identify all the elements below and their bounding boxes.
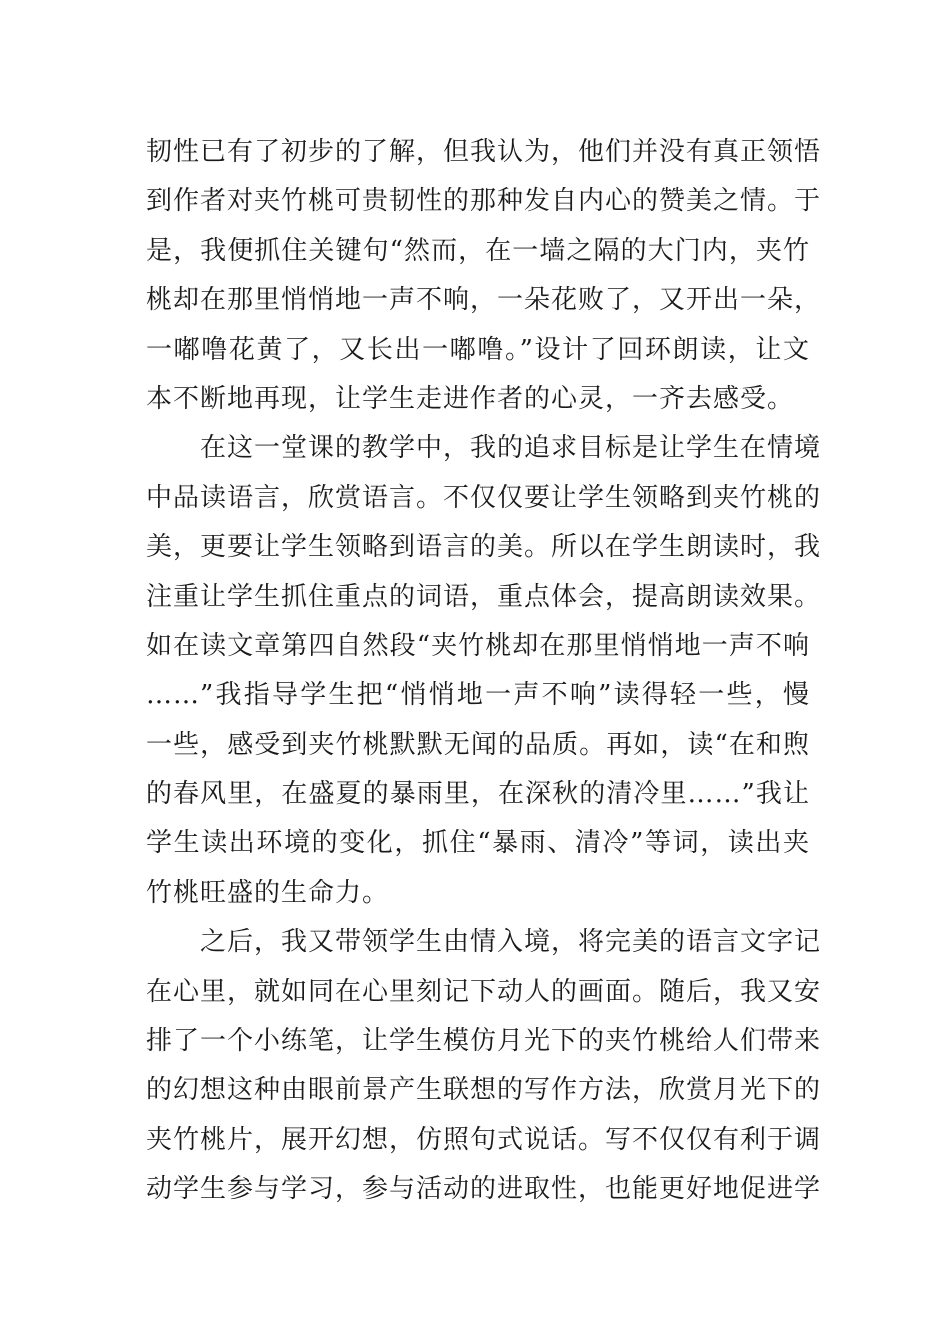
text-line: 学生读出环境的变化，抓住“暴雨、清冷”等词，读出夹 [146,828,810,859]
text-line: 动学生参与学习，参与活动的进取性，也能更好地促进学 [146,1174,822,1205]
text-line: 夹竹桃片，展开幻想，仿照句式说话。写不仅仅有利于调 [146,1124,822,1155]
text-line: 一嘟噜花黄了，又长出一嘟噜。”设计了回环朗读，让文 [146,334,810,365]
text-line: 桃却在那里悄悄地一声不响，一朵花败了，又开出一朵， [146,285,822,316]
text-line: 在这一堂课的教学中，我的追求目标是让学生在情境 [146,433,822,464]
text-line: 在心里，就如同在心里刻记下动人的画面。随后，我又安 [146,976,822,1007]
text-line: 美，更要让学生领略到语言的美。所以在学生朗读时，我 [146,532,822,563]
text-line: 本不断地再现，让学生走进作者的心灵，一齐去感受。 [146,383,795,414]
text-line: 到作者对夹竹桃可贵韧性的那种发自内心的赞美之情。于 [146,186,822,217]
text-line: 的春风里，在盛夏的暴雨里，在深秋的清冷里……”我让 [146,779,810,810]
text-line: ……”我指导学生把“悄悄地一声不响”读得轻一些，慢 [146,680,810,711]
text-line: 的幻想这种由眼前景产生联想的写作方法，欣赏月光下的 [146,1075,822,1106]
text-line: 之后，我又带领学生由情入境，将完美的语言文字记 [146,927,822,958]
text-line: 排了一个小练笔，让学生模仿月光下的夹竹桃给人们带来 [146,1026,822,1057]
text-line: 韧性已有了初步的了解，但我认为，他们并没有真正领悟 [146,137,822,167]
paragraph-1 [146,128,822,424]
text-line: 如在读文章第四自然段“夹竹桃却在那里悄悄地一声不响 [146,630,810,661]
text-line: 中品读语言，欣赏语言。不仅仅要让学生领略到夹竹桃的 [146,482,822,513]
document-body [146,128,822,1215]
text-line: 竹桃旺盛的生命力。 [146,877,390,908]
text-line: 注重让学生抓住重点的词语，重点体会，提高朗读效果。 [146,581,822,612]
text-line: 是，我便抓住关键句“然而，在一墙之隔的大门内，夹竹 [146,235,810,266]
paragraph-2 [146,424,822,918]
paragraph-3 [146,918,822,1214]
text-line: 一些，感受到夹竹桃默默无闻的品质。再如，读“在和煦 [146,729,810,760]
